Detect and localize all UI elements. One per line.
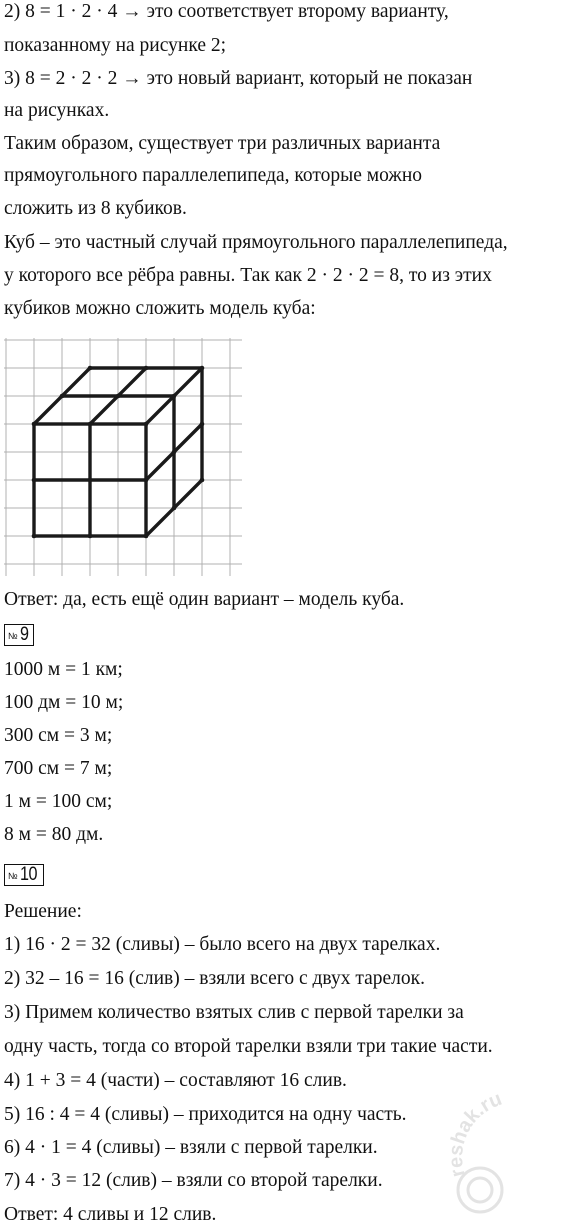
task-10-line-6: 4) 1 + 3 = 4 (части) – составляют 16 слив. [4, 1070, 347, 1091]
text-line-2: показанному на рисунке 2; [4, 35, 227, 56]
task-10-badge [4, 864, 44, 886]
task-10-line-3: 2) 32 – 16 = 16 (слив) – взяли всего с двух тарелок. [4, 968, 425, 989]
task-9-badge-symbol: № [8, 631, 18, 641]
task-9-line-5: 1 м = 100 см; [4, 791, 113, 812]
task-10-line-7: 5) 16 : 4 = 4 (сливы) – приходится на одну часть. [4, 1104, 407, 1125]
task-9-line-1: 1000 м = 1 км; [4, 659, 123, 680]
text-line-10: кубиков можно сложить модель куба: [4, 298, 316, 319]
task-10-badge-number: 10 [19, 864, 37, 885]
text-line-4: на рисунках. [4, 100, 110, 121]
text-line-6: прямоугольного параллелепипеда, которые можно [4, 165, 423, 186]
task-10-line-2: 1) 16 · 2 = 32 (сливы) – было всего на двух тарелках. [4, 934, 441, 955]
text-line-1: 2) 8 = 1 · 2 · 4 → это соответствует второму варианту, [4, 1, 449, 22]
task-10-badge-symbol: № [8, 871, 18, 881]
text-line-8: Куб – это частный случай прямоугольного параллелепипеда, [4, 232, 508, 253]
task-10-line-9: 7) 4 · 3 = 12 (слив) – взяли со второй тарелки. [4, 1170, 383, 1191]
text-line-7: сложить из 8 кубиков. [4, 198, 187, 219]
task-9-line-3: 300 см = 3 м; [4, 725, 113, 746]
text-line-3: 3) 8 = 2 · 2 · 2 → это новый вариант, который не показан [4, 68, 473, 89]
task-10-answer: Ответ: 4 сливы и 12 слив. [4, 1204, 217, 1225]
text-line-5: Таким образом, существует три различных варианта [4, 133, 441, 154]
task-9-line-6: 8 м = 80 дм. [4, 824, 104, 845]
task-9-badge-number: 9 [19, 624, 29, 645]
watermark-text: reshak.ru [444, 1087, 505, 1180]
grid-lines [4, 338, 242, 576]
task-9-line-2: 100 дм = 10 м; [4, 692, 124, 713]
task-10-line-5: одну часть, тогда со второй тарелки взяли три такие части. [4, 1036, 493, 1057]
answer-task-8: Ответ: да, есть ещё один вариант – модель куба. [4, 589, 405, 610]
task-10-line-4: 3) Примем количество взятых слив с первой тарелки за [4, 1002, 464, 1023]
text-line-9: у которого все рёбра равны. Так как 2 · 2 · 2 = 8, то из этих [4, 265, 492, 286]
task-10-line-1: Решение: [4, 901, 82, 922]
watermark-logo [440, 1080, 588, 1230]
task-9-badge [4, 624, 34, 646]
task-10-line-8: 6) 4 · 1 = 4 (сливы) – взяли с первой тарелки. [4, 1137, 378, 1158]
cube-figure [4, 338, 242, 576]
svg-text:reshak.ru [445, 1088, 505, 1179]
task-9-line-4: 700 см = 7 м; [4, 758, 113, 779]
